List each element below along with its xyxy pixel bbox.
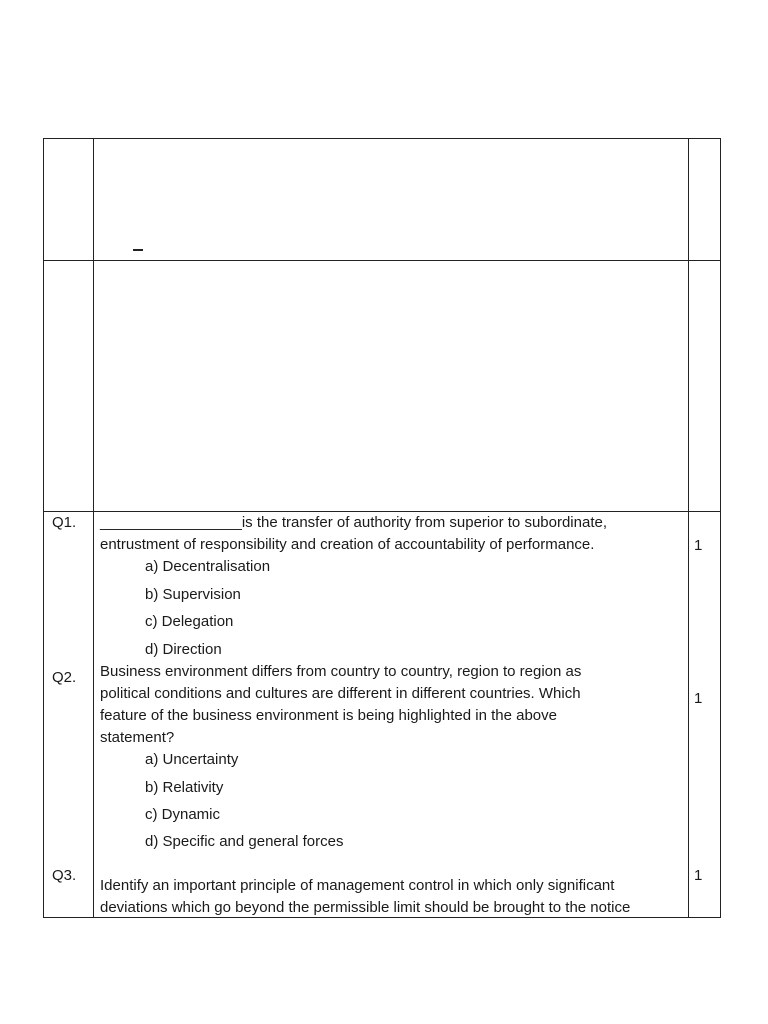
question-number: Q1. <box>52 514 77 531</box>
question-table <box>43 138 721 918</box>
column-divider-marks <box>688 139 689 917</box>
row-divider-header <box>44 260 720 261</box>
question-number: Q3. <box>52 867 77 884</box>
answer-option: d) Specific and general forces <box>145 833 344 850</box>
question-stem-line: feature of the business environment is being highlighted in the above <box>100 707 557 724</box>
question-stem-line: Identify an important principle of management control in which only significant <box>100 877 615 894</box>
answer-option: c) Dynamic <box>145 806 221 823</box>
question-marks: 1 <box>694 690 703 707</box>
question-marks: 1 <box>694 537 703 554</box>
question-stem-line: statement? <box>100 729 175 746</box>
header-dash-mark <box>133 249 143 251</box>
answer-option: b) Relativity <box>145 779 224 796</box>
question-stem-line: Business environment differs from country to country, region to region as <box>100 663 582 680</box>
question-stem-line: entrustment of responsibility and creation of accountability of performance. <box>100 536 595 553</box>
question-number: Q2. <box>52 669 77 686</box>
answer-option: b) Supervision <box>145 586 241 603</box>
question-marks: 1 <box>694 867 703 884</box>
column-divider-number <box>93 139 94 917</box>
question-stem-line: deviations which go beyond the permissible limit should be brought to the notice <box>100 899 631 916</box>
answer-option: d) Direction <box>145 641 222 658</box>
answer-option: a) Uncertainty <box>145 751 239 768</box>
answer-option: a) Decentralisation <box>145 558 271 575</box>
question-stem-line: _________________is the transfer of authority from superior to subordinate, <box>100 514 607 531</box>
answer-option: c) Delegation <box>145 613 234 630</box>
question-stem-line: political conditions and cultures are different in different countries. Which <box>100 685 581 702</box>
